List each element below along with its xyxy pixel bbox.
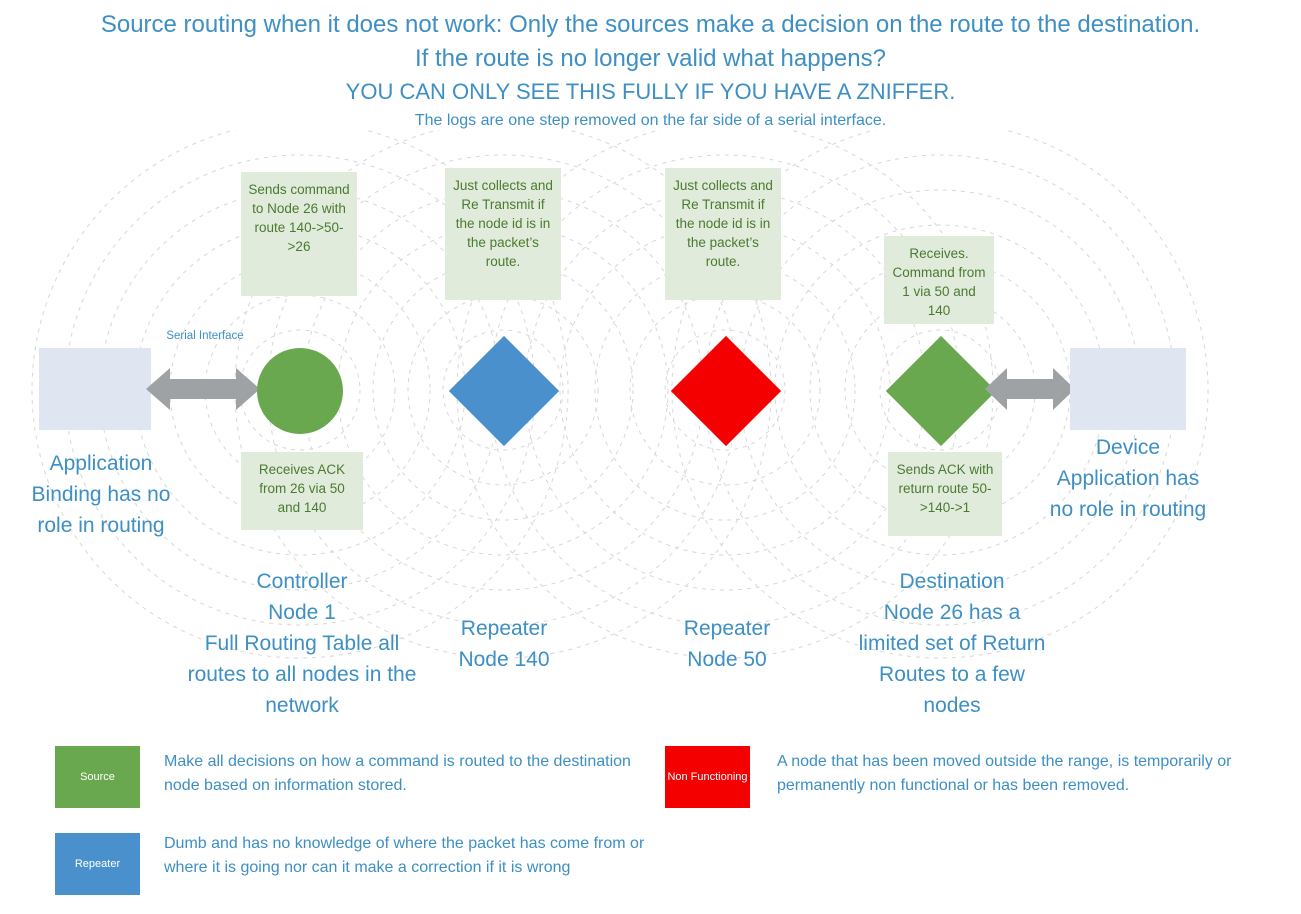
legend-swatch-repeater-label: Repeater (74, 858, 121, 870)
legend-swatch-non-functioning (665, 746, 750, 808)
label-device-application: Device Application has no role in routing (1049, 436, 1207, 521)
legend-swatch-non-functioning-label: Non Functioning (667, 771, 748, 783)
arrow-serial-right (985, 362, 1075, 416)
node-controller-1 (257, 348, 343, 434)
legend-description-non-functioning: A node that has been moved outside the range, is temporarily or permanently non functional or has been removed. (777, 753, 1232, 794)
node-repeater-140 (465, 352, 543, 430)
application-box-left (39, 348, 151, 430)
legend-swatch-source (55, 746, 140, 808)
label-destination-line-2: Node 26 has a limited set of Return Routes to a few nodes (858, 601, 1046, 717)
note-controller-send: Sends command to Node 26 with route 140->50->26 (241, 172, 357, 296)
legend-swatch-repeater (55, 833, 140, 895)
label-controller-line-3: Full Routing Table all routes to all nodes in the network (187, 632, 417, 717)
label-repeater-140-line-1: Repeater (460, 617, 548, 640)
legend-description-repeater: Dumb and has no knowledge of where the packet has come from or where it is going nor can it make a correction if it is wrong (164, 835, 645, 876)
label-controller-line-1: Controller (256, 570, 348, 593)
label-repeater-50-line-1: Repeater (683, 617, 771, 640)
title-line-1: Source routing when it does not work: Only the sources make a decision on the route to the destination. (100, 11, 1201, 38)
label-repeater-50 (644, 613, 810, 675)
label-destination-line-1: Destination (899, 570, 1005, 593)
label-destination (852, 566, 1052, 721)
note-repeater-140: Just collects and Re Transmit if the node id is in the packet’s route. (445, 168, 561, 300)
title-line-4: The logs are one step removed on the far side of a serial interface. (414, 112, 887, 129)
label-repeater-140-line-2: Node 140 (458, 648, 550, 671)
node-destination-26 (902, 352, 980, 430)
arrow-serial-left (146, 362, 260, 416)
serial-interface-label: Serial Interface (166, 330, 244, 342)
label-repeater-50-line-2: Node 50 (687, 648, 767, 671)
legend-swatch-source-label: Source (80, 771, 115, 783)
title-block (0, 8, 1301, 134)
note-destination-ack: Sends ACK with return route 50->140->1 (888, 452, 1002, 536)
node-repeater-50 (687, 352, 765, 430)
note-repeater-50: Just collects and Re Transmit if the node id is in the packet’s route. (665, 168, 781, 300)
note-destination-receive: Receives. Command from 1 via 50 and 140 (884, 236, 994, 324)
application-box-right (1070, 348, 1186, 430)
title-line-3: YOU CAN ONLY SEE THIS FULLY IF YOU HAVE A ZNIFFER. (345, 79, 956, 104)
label-controller (186, 566, 418, 721)
label-controller-line-2: Node 1 (268, 601, 336, 624)
label-application-left: Application Binding has no role in routing (31, 452, 171, 537)
legend-description-source: Make all decisions on how a command is routed to the destination node based on information stored. (164, 753, 631, 794)
title-line-2: If the route is no longer valid what happens? (415, 45, 886, 72)
note-controller-ack: Receives ACK from 26 via 50 and 140 (241, 452, 363, 530)
label-repeater-140 (420, 613, 588, 675)
